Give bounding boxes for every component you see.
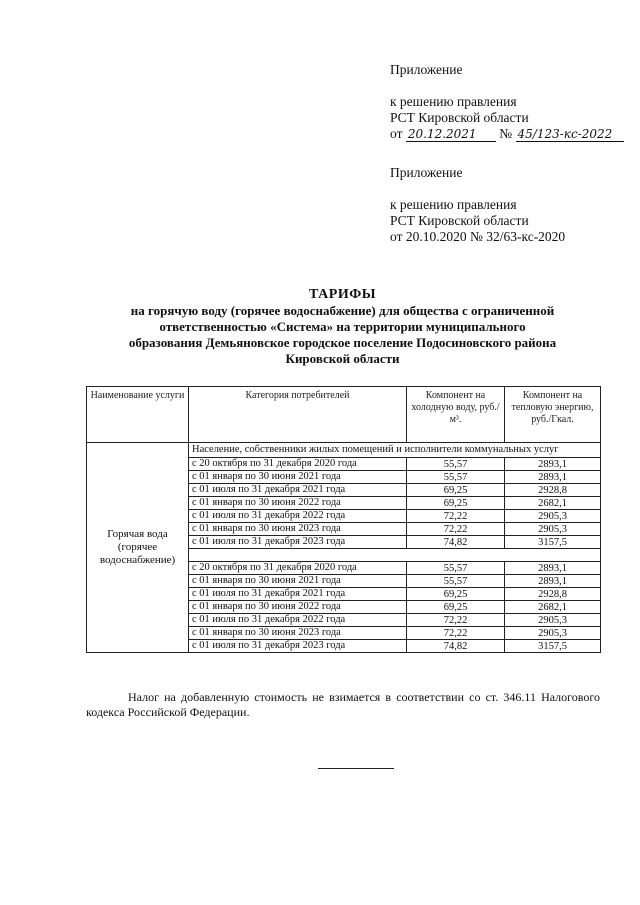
appendix-original-line3: от 20.10.2020 № 32/63-кс-2020	[390, 229, 566, 244]
heading-line3: образования Демьяновское городское поселение Подосиновского района	[128, 335, 557, 350]
header-service: Наименование услуги	[87, 387, 189, 443]
appendix-current	[390, 62, 624, 142]
heat-cell: 2928,8	[505, 484, 601, 497]
handwritten-date: 20.12.2021	[406, 128, 496, 142]
number-prefix: №	[499, 126, 513, 141]
appendix-date-line	[390, 126, 624, 142]
period-cell: с 01 июля по 31 декабря 2021 года	[189, 588, 407, 601]
tariff-body	[87, 443, 601, 653]
heat-cell: 2893,1	[505, 562, 601, 575]
blank-group-label	[189, 549, 601, 562]
heat-cell: 2682,1	[505, 601, 601, 614]
appendix-original	[390, 165, 565, 245]
appendix-line2: РСТ Кировской области	[390, 110, 529, 125]
period-cell: с 20 октября по 31 декабря 2020 года	[189, 562, 407, 575]
appendix-original-title: Приложение	[390, 165, 463, 180]
heat-cell: 2905,3	[505, 510, 601, 523]
cold-water-cell: 69,25	[407, 601, 505, 614]
period-cell: с 01 июля по 31 декабря 2022 года	[189, 614, 407, 627]
heat-cell: 2905,3	[505, 614, 601, 627]
appendix-original-line2: РСТ Кировской области	[390, 213, 529, 228]
period-cell: с 01 января по 30 июня 2023 года	[189, 627, 407, 640]
period-cell: с 01 июля по 31 декабря 2023 года	[189, 536, 407, 549]
header-cold-water: Компонент на холодную воду, руб./м³.	[407, 387, 505, 443]
service-name-cell: Горячая вода (горячее водоснабжение)	[87, 443, 189, 653]
heat-cell: 2905,3	[505, 523, 601, 536]
cold-water-cell: 69,25	[407, 497, 505, 510]
cold-water-cell: 72,22	[407, 510, 505, 523]
period-cell: с 20 октября по 31 декабря 2020 года	[189, 458, 407, 471]
consumer-group-label: Население, собственники жилых помещений и исполнители коммунальных услуг	[189, 443, 601, 458]
period-cell: с 01 января по 30 июня 2022 года	[189, 601, 407, 614]
cold-water-cell: 72,22	[407, 523, 505, 536]
period-cell: с 01 января по 30 июня 2021 года	[189, 575, 407, 588]
handwritten-number: 45/123-кс-2022	[516, 128, 624, 142]
heat-cell: 2928,8	[505, 588, 601, 601]
cold-water-cell: 69,25	[407, 588, 505, 601]
heading-line4: Кировской области	[285, 351, 400, 366]
cold-water-cell: 74,82	[407, 640, 505, 653]
cold-water-cell: 69,25	[407, 484, 505, 497]
heat-cell: 2893,1	[505, 471, 601, 484]
cold-water-cell: 55,57	[407, 562, 505, 575]
heading-title: ТАРИФЫ	[309, 287, 376, 302]
heading-line1: на горячую воду (горячее водоснабжение) для общества с ограниченной	[130, 303, 555, 318]
period-cell: с 01 июля по 31 декабря 2022 года	[189, 510, 407, 523]
date-prefix: от	[390, 126, 403, 141]
appendix-title: Приложение	[390, 62, 463, 77]
period-cell: с 01 июля по 31 декабря 2023 года	[189, 640, 407, 653]
heat-cell: 3157,5	[505, 536, 601, 549]
period-cell: с 01 января по 30 июня 2022 года	[189, 497, 407, 510]
cold-water-cell: 72,22	[407, 627, 505, 640]
period-cell: с 01 января по 30 июня 2023 года	[189, 523, 407, 536]
heat-cell: 3157,5	[505, 640, 601, 653]
cold-water-cell: 55,57	[407, 471, 505, 484]
end-divider	[318, 768, 394, 769]
heat-cell: 2893,1	[505, 458, 601, 471]
period-cell: с 01 января по 30 июня 2021 года	[189, 471, 407, 484]
heat-cell: 2893,1	[505, 575, 601, 588]
document-heading	[85, 287, 600, 367]
appendix-original-line1: к решению правления	[390, 197, 517, 212]
header-heat: Компонент на тепловую энергию, руб./Гкал.	[505, 387, 601, 443]
cold-water-cell: 55,57	[407, 575, 505, 588]
heat-cell: 2905,3	[505, 627, 601, 640]
period-cell: с 01 июля по 31 декабря 2021 года	[189, 484, 407, 497]
table-header-row	[87, 387, 601, 443]
group-label-row	[87, 443, 601, 458]
heat-cell: 2682,1	[505, 497, 601, 510]
cold-water-cell: 72,22	[407, 614, 505, 627]
vat-footnote: Налог на добавленную стоимость не взимается в соответствии со ст. 346.11 Налогового кодекса Российской Федерации.	[86, 690, 600, 719]
tariff-table	[86, 386, 601, 653]
header-category: Категория потребителей	[189, 387, 407, 443]
cold-water-cell: 74,82	[407, 536, 505, 549]
cold-water-cell: 55,57	[407, 458, 505, 471]
appendix-line1: к решению правления	[390, 94, 517, 109]
heading-line2: ответственностью «Система» на территории муниципального	[159, 319, 526, 334]
